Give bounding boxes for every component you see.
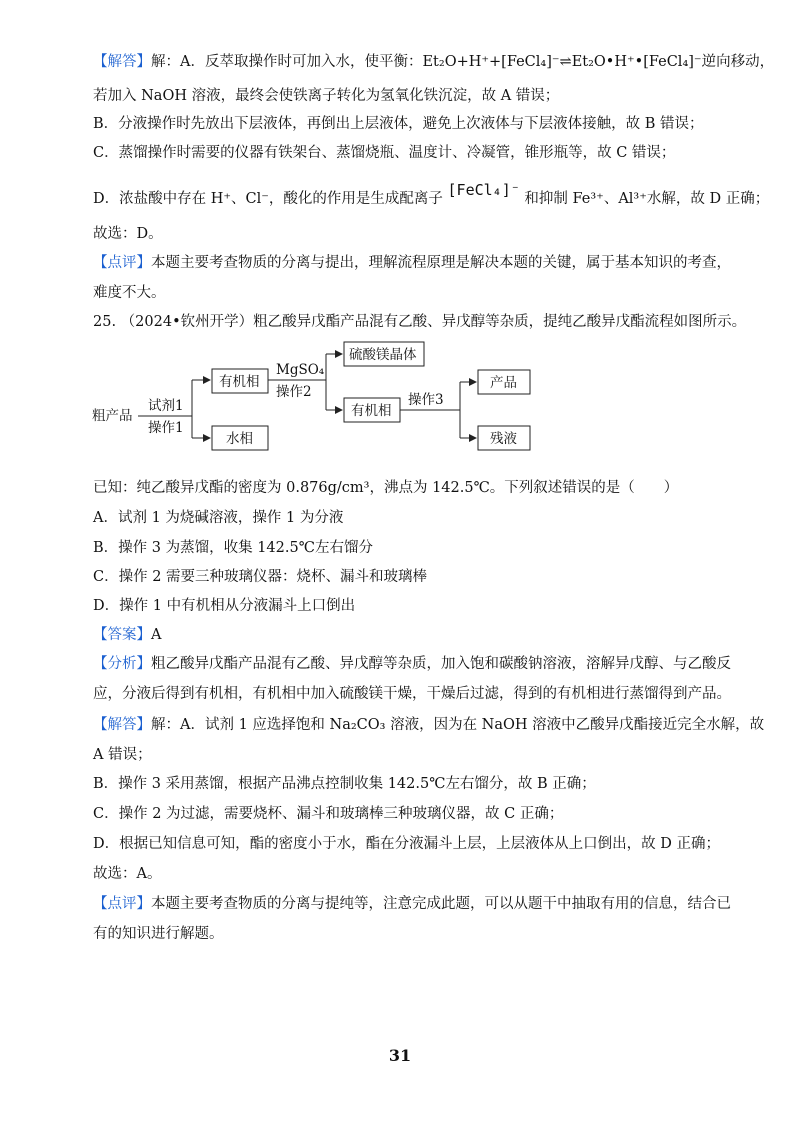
q25-fenxi-line1: 【分析】粗乙酸异戊酯产品混有乙酸、异戊醇等杂质，加入饱和碳酸钠溶液，溶解异戊醇、与乙酸反 xyxy=(93,656,731,672)
q25-jieda-line1: 【解答】解：A．试剂 1 应选择饱和 Na₂CO₃ 溶液，因为在 NaOH 溶液中乙酸异戊酯接近完全水解，故 xyxy=(93,717,765,733)
q25-known: 已知：纯乙酸异戊酯的密度为 0.876g/cm³，沸点为 142.5℃。下列叙述错误的是（ ） xyxy=(93,480,679,496)
q24-jieda-line6: 故选：D。 xyxy=(93,226,163,242)
q24-dianping-line2: 难度不大。 xyxy=(93,285,166,301)
q25-dianping-line1: 【点评】本题主要考查物质的分离与提纯等，注意完成此题，可以从题干中抽取有用的信息，结合已 xyxy=(93,896,731,912)
q25-jieda-line3: B．操作 3 采用蒸馏，根据产品沸点控制收集 142.5℃左右馏分，故 B 正确； xyxy=(93,776,596,792)
op2-label: 操作2 xyxy=(276,384,312,400)
mgso4-label: MgSO₄ xyxy=(276,362,325,378)
q25-option-c: C．操作 2 需要三种玻璃仪器：烧杯、漏斗和玻璃棒 xyxy=(93,569,428,585)
complex-ion-formula: [FeCl₄]⁻ xyxy=(447,181,520,199)
q24-jieda-tag: 【解答】 xyxy=(93,54,151,70)
q25-dianping-line2: 有的知识进行解题。 xyxy=(93,926,224,942)
reagent1-label: 试剂1 xyxy=(148,398,184,414)
q24-jieda-line3: B．分液操作时先放出下层液体，再倒出上层液体，避免上次液体与下层液体接触，故 B 错误； xyxy=(93,116,704,132)
q25-jieda-line5: D．根据已知信息可知，酯的密度小于水，酯在分液漏斗上层，上层液体从上口倒出，故 D 正确； xyxy=(93,836,720,852)
q25-fenxi-line2: 应，分液后得到有机相，有机相中加入硫酸镁干燥，干燥后过滤，得到的有机相进行蒸馏得到产品。 xyxy=(93,686,731,702)
q25-jieda-line6: 故选：A。 xyxy=(93,866,162,882)
answer-tag: 【答案】 xyxy=(93,627,151,643)
crude-label: 粗产品 xyxy=(92,408,133,424)
q24-dianping-tag: 【点评】 xyxy=(93,255,151,271)
q25-stem: 25. （2024•钦州开学）粗乙酸异戊酯产品混有乙酸、异戊醇等杂质，提纯乙酸异戊酯流程如图所示。 xyxy=(93,314,747,330)
mgcrystal-label: 硫酸镁晶体 xyxy=(349,347,417,363)
q25-answer: 【答案】A xyxy=(93,627,162,643)
q25-jieda-tag: 【解答】 xyxy=(93,717,151,733)
flow-diagram xyxy=(90,340,560,460)
residue-label: 残液 xyxy=(490,431,517,447)
op1-label: 操作1 xyxy=(148,420,184,436)
organic2-label: 有机相 xyxy=(351,403,392,419)
q25-jieda-line2: A 错误； xyxy=(93,747,152,763)
q24-jieda-line1: 【解答】解：A．反萃取操作时可加入水，使平衡：Et₂O+H⁺+[FeCl₄]⁻⇌Et₂O•H⁺•[FeCl₄]⁻逆向移动， xyxy=(93,54,775,70)
q25-option-b: B．操作 3 为蒸馏，收集 142.5℃左右馏分 xyxy=(93,540,373,556)
q25-option-a: A．试剂 1 为烧碱溶液，操作 1 为分液 xyxy=(93,510,344,526)
q24-jieda-line4: C．蒸馏操作时需要的仪器有铁架台、蒸馏烧瓶、温度计、冷凝管，锥形瓶等，故 C 错误； xyxy=(93,145,676,161)
fenxi-tag: 【分析】 xyxy=(93,656,151,672)
water-label: 水相 xyxy=(226,431,253,447)
organic1-label: 有机相 xyxy=(219,374,260,390)
q24-dianping-line1: 【点评】本题主要考查物质的分离与提出，理解流程原理是解决本题的关键，属于基本知识的考查， xyxy=(93,255,731,271)
q25-option-d: D．操作 1 中有机相从分液漏斗上口倒出 xyxy=(93,598,356,614)
q25-dianping-tag: 【点评】 xyxy=(93,896,151,912)
q25-jieda-line4: C．操作 2 为过滤，需要烧杯、漏斗和玻璃棒三种玻璃仪器，故 C 正确； xyxy=(93,806,564,822)
product-label: 产品 xyxy=(490,375,517,391)
page-number: 31 xyxy=(388,1046,412,1065)
q24-jieda-line2: 若加入 NaOH 溶液，最终会使铁离子转化为氢氧化铁沉淀，故 A 错误； xyxy=(93,88,560,104)
q24-jieda-line5: D．浓盐酸中存在 H⁺、Cl⁻，酸化的作用是生成配离子 [FeCl₄]⁻ 和抑制 Fe³⁺、Al³⁺水解，故 D 正确； xyxy=(93,181,770,207)
op3-label: 操作3 xyxy=(408,392,444,408)
